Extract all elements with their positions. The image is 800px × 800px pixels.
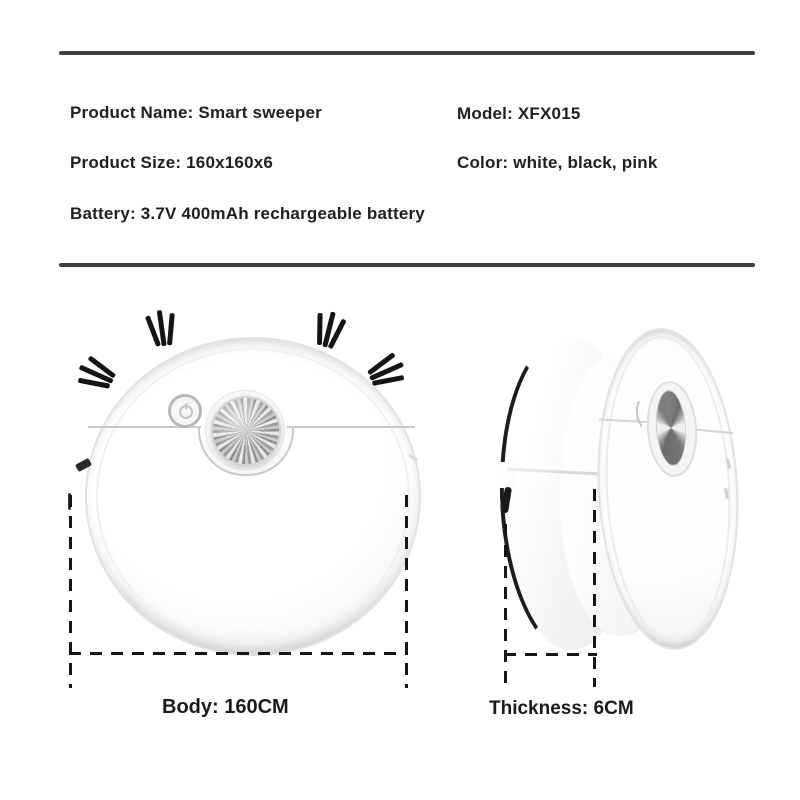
robot-body-top: [85, 337, 421, 656]
body-measure-line-left: [69, 495, 72, 688]
body-dimension-label: Body: 160CM: [162, 696, 289, 718]
power-glyph-icon: [179, 405, 193, 419]
top-divider-line: [59, 51, 755, 55]
side-brush-left-icon: [70, 348, 121, 396]
spec-model: Model: XFX015: [457, 104, 581, 123]
bristle-bar: [167, 313, 175, 345]
bumper-seam-right: [287, 426, 415, 428]
side-brush-top-right-icon: [309, 304, 353, 352]
middle-divider-line: [59, 263, 755, 267]
start-button-disc: [211, 396, 281, 466]
thickness-dimension-label: Thickness: 6CM: [489, 698, 634, 719]
thickness-measure-line-right: [593, 489, 596, 687]
side-edge-gap: [498, 462, 516, 488]
side-brush-top-left-icon: [144, 304, 182, 347]
body-measure-line-right: [405, 495, 408, 688]
bristle-bar: [317, 313, 323, 345]
spec-color: Color: white, black, pink: [457, 153, 658, 172]
spec-product-size: Product Size: 160x160x6: [70, 153, 274, 172]
body-measure-line-bottom: [69, 652, 408, 655]
thickness-measure-line-bottom: [504, 653, 597, 656]
spec-battery: Battery: 3.7V 400mAh rechargeable battery: [70, 204, 425, 223]
thickness-measure-line-left: [504, 524, 507, 687]
power-button-icon: [168, 394, 202, 428]
spec-product-name: Product Name: Smart sweeper: [70, 103, 322, 122]
